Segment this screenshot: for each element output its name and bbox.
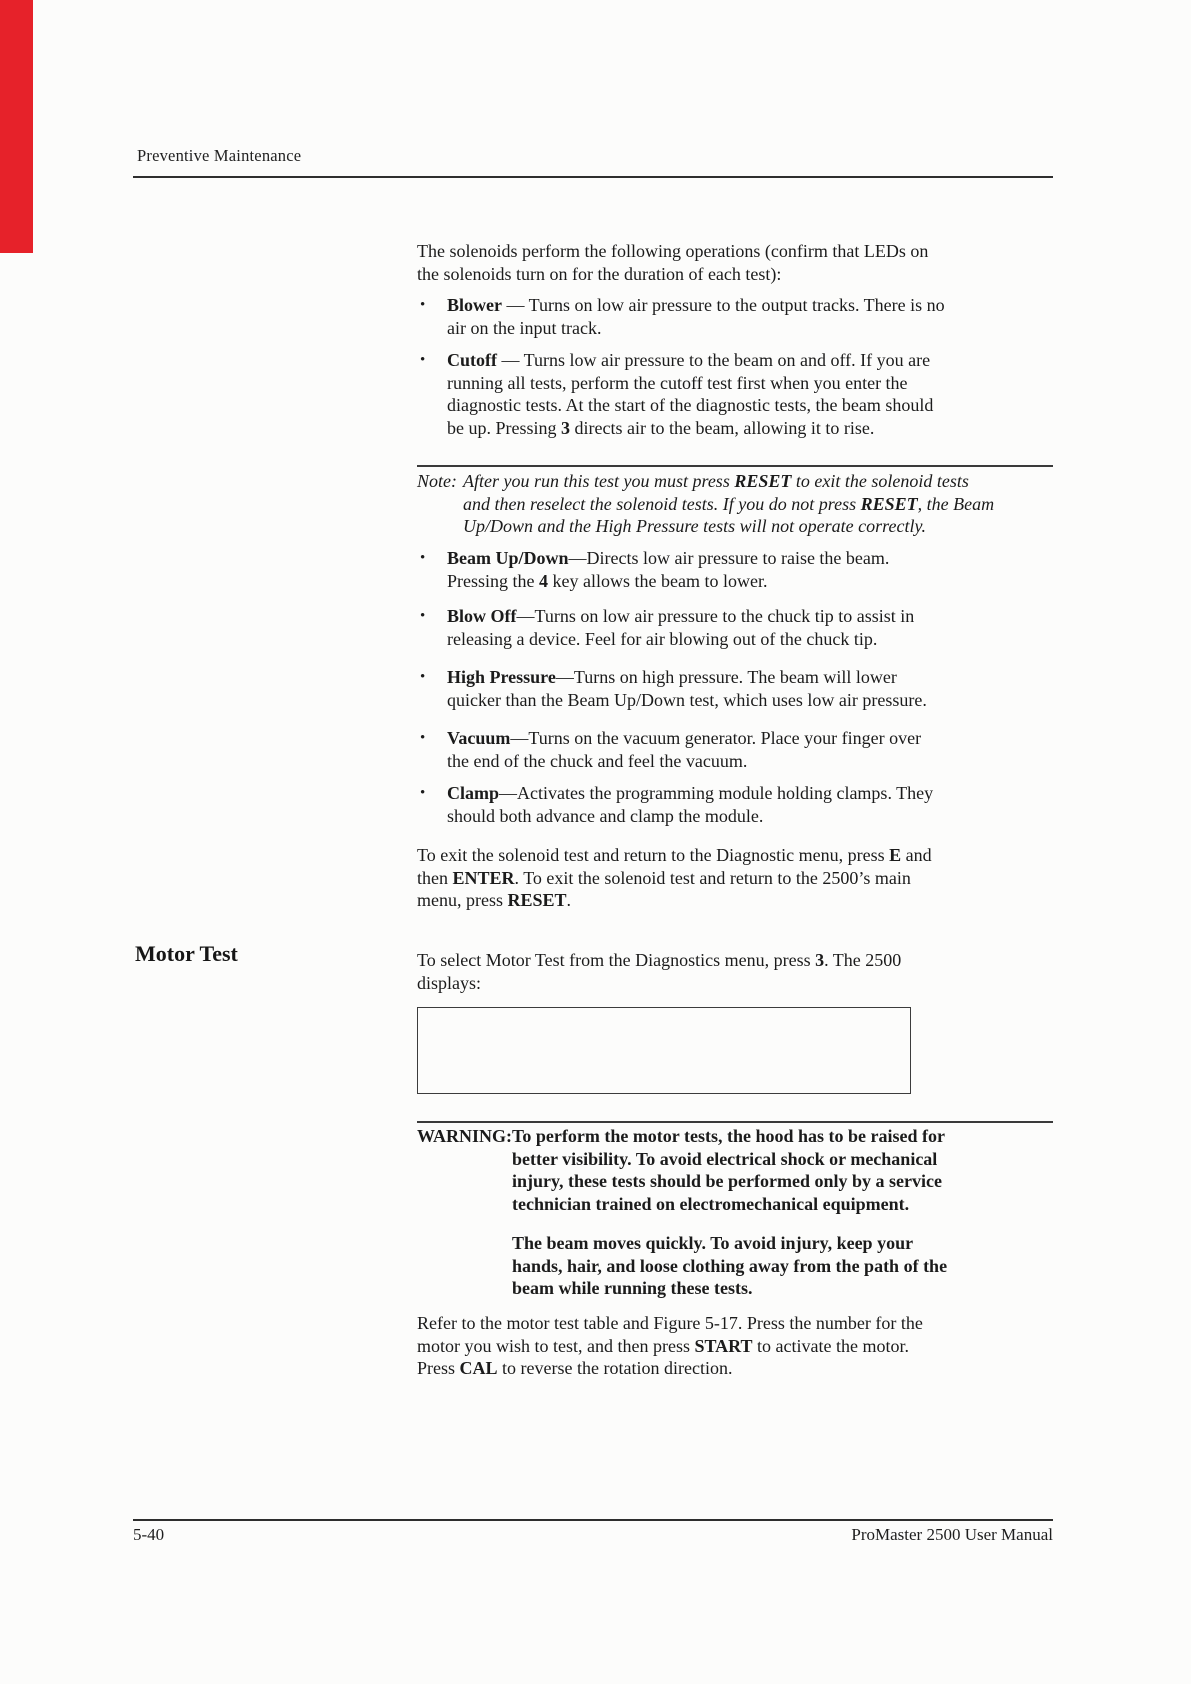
note-label: Note: (417, 471, 457, 491)
bullet-item-blower (417, 294, 1112, 339)
bullet-text: Blow Off—Turns on low air pressure to the chuck tip to assist in releasing a device. Feel for air blowing out of the chuck tip. (447, 606, 915, 649)
note-divider-rule (417, 465, 1053, 467)
warning-continued-text: The beam moves quickly. To avoid injury, keep your hands, hair, and loose clothing away from the path of the beam while running these tests. (512, 1233, 948, 1298)
bullet-icon: • (420, 297, 426, 313)
bullet-icon: • (420, 669, 426, 685)
bullet-text: Clamp—Activates the programming module holding clamps. They should both advance and clamp the module. (447, 783, 934, 826)
bullet-item-cutoff (417, 349, 1112, 439)
bullet-item-high-pressure (417, 666, 1112, 711)
footer-manual-title: ProMaster 2500 User Manual (851, 1525, 1053, 1544)
lcd-display-box (417, 1007, 911, 1094)
bullet-icon: • (420, 550, 426, 566)
bullet-item-beam-up-down (417, 547, 1112, 592)
warning-divider-rule (417, 1121, 1053, 1123)
motor-test-refer-paragraph: Refer to the motor test table and Figure 5-17. Press the number for the motor you wish to test, and then press START to activate the motor. Press CAL to reverse the rotation direction. (417, 1313, 923, 1378)
page-footer (133, 1525, 1053, 1545)
warning-text: To perform the motor tests, the hood has to be raised for better visibility. To avoid electrical shock or mechanical injury, these tests should be performed only by a service technician trained on electromechanical equipment. (512, 1126, 945, 1214)
bullet-icon: • (420, 352, 426, 368)
bullet-text: Blower — Turns on low air pressure to the output tracks. There is no air on the input track. (447, 295, 945, 338)
bullet-item-vacuum (417, 727, 1112, 772)
footer-page-number: 5-40 (133, 1525, 165, 1544)
motor-test-intro-paragraph: To select Motor Test from the Diagnostics menu, press 3. The 2500 displays: (417, 950, 902, 993)
header-rule (133, 176, 1053, 178)
bullet-item-blow-off (417, 605, 1112, 650)
bullet-icon: • (420, 785, 426, 801)
warning-block (417, 1125, 1082, 1215)
bullet-icon: • (420, 730, 426, 746)
bullet-text: Beam Up/Down—Directs low air pressure to raise the beam. Pressing the 4 key allows the beam to lower. (447, 548, 890, 591)
bullet-item-clamp (417, 782, 1112, 827)
section-heading-motor-test: Motor Test (135, 941, 238, 966)
footer-rule (133, 1519, 1053, 1521)
bullet-icon: • (420, 608, 426, 624)
bullet-text: High Pressure—Turns on high pressure. The beam will lower quicker than the Beam Up/Down test, which uses low air pressure. (447, 667, 927, 710)
page-edge-red-tab (0, 0, 33, 253)
running-header: Preventive Maintenance (137, 146, 302, 165)
bullet-text: Vacuum—Turns on the vacuum generator. Place your finger over the end of the chuck and feel the vacuum. (447, 728, 922, 771)
note-text: After you run this test you must press RESET to exit the solenoid tests and then reselect the solenoid tests. If you do not press RESET, the Beam Up/Down and the High Pressure tests will not operate correctly. (463, 471, 995, 536)
note-block (417, 470, 1082, 538)
warning-label: WARNING: (417, 1126, 513, 1146)
solenoid-intro-paragraph: The solenoids perform the following operations (confirm that LEDs on the solenoids turn on for the duration of each test): (417, 241, 929, 284)
bullet-text: Cutoff — Turns low air pressure to the beam on and off. If you are running all tests, perform the cutoff test first when you enter the diagnostic tests. At the start of the diagnostic tests, the beam should be up. Pressing 3 directs air to the beam, allowing it to rise. (447, 350, 934, 438)
solenoid-exit-paragraph: To exit the solenoid test and return to the Diagnostic menu, press E and then ENTER. To exit the solenoid test and return to the 2500’s main menu, press RESET. (417, 845, 932, 910)
